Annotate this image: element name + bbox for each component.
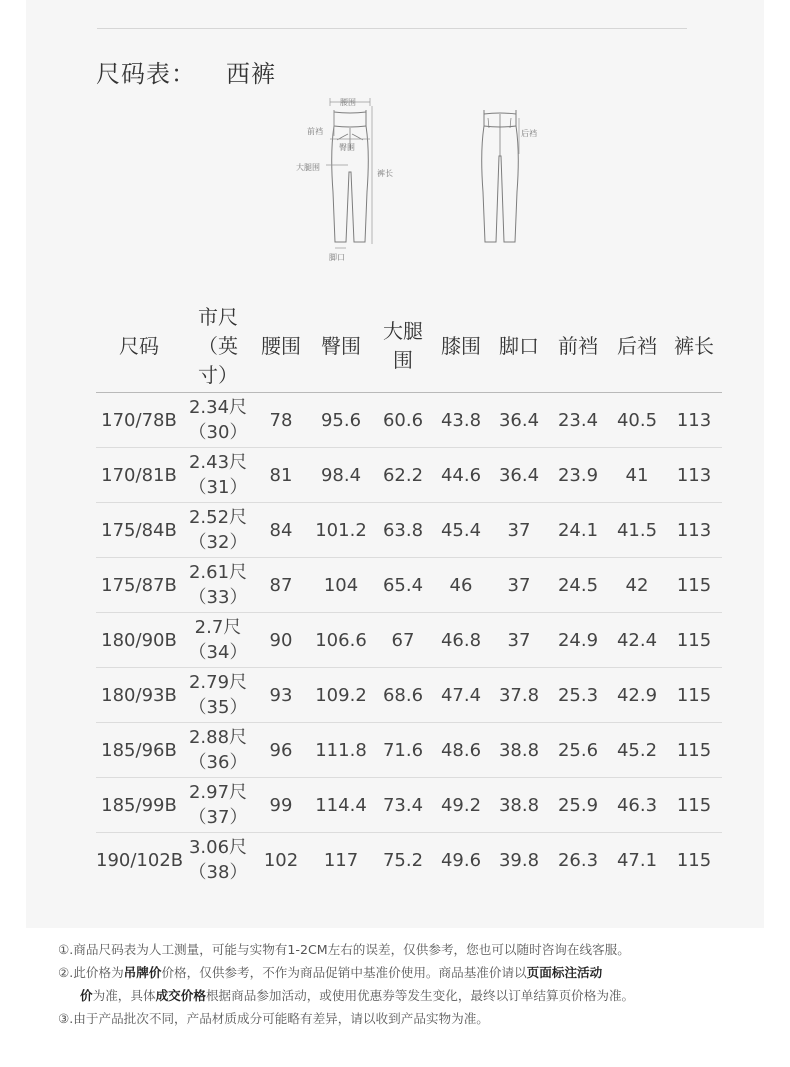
cell-chi: 2.7尺	[194, 617, 242, 638]
cell-size: 175/84B	[96, 503, 182, 558]
note-2-deal-price: 成交价格	[155, 988, 206, 1003]
cell-front-rise: 24.1	[548, 503, 608, 558]
cell-chi: 3.06尺	[188, 837, 248, 858]
cell-chi: 2.79尺	[188, 672, 248, 693]
cell-knee: 43.8	[432, 393, 490, 448]
diagram-label-front-rise: 前裆	[307, 127, 323, 136]
cell-inch: （32）	[188, 532, 248, 553]
header-hip: 臀围	[308, 300, 374, 393]
note-2-a: ②.此价格为	[58, 965, 124, 980]
cell-size: 175/87B	[96, 558, 182, 613]
cell-size: 180/93B	[96, 668, 182, 723]
cell-chi-inch	[182, 723, 254, 778]
cell-inch: （34）	[188, 642, 248, 663]
cell-length: 115	[676, 849, 712, 871]
table-row	[96, 393, 722, 448]
header-length: 裤长	[666, 300, 722, 393]
cell-hip: 98.4	[308, 448, 374, 503]
cell-chi: 2.43尺	[188, 452, 248, 473]
note-2	[58, 961, 758, 984]
header-size: 尺码	[96, 300, 182, 393]
front-view-trousers	[332, 110, 369, 242]
cell-hip: 111.8	[308, 723, 374, 778]
cell-inch: （35）	[188, 697, 248, 718]
cell-chi: 2.34尺	[188, 397, 248, 418]
header-knee: 膝围	[432, 300, 490, 393]
cell-chi-inch	[182, 503, 254, 558]
divider	[97, 28, 687, 29]
cell-size: 180/90B	[96, 613, 182, 668]
cell-thigh: 63.8	[374, 503, 432, 558]
note-2-f: 为准，具体	[92, 988, 156, 1003]
cell-length: 115	[666, 723, 722, 778]
cell-length: 115	[666, 558, 722, 613]
note-2-cont	[58, 984, 758, 1007]
cell-thigh: 68.6	[374, 668, 432, 723]
cell-hem: 37.8	[490, 668, 548, 723]
cell-hem: 37	[490, 558, 548, 613]
cell-waist: 87	[254, 558, 308, 613]
cell-length: 115	[666, 613, 722, 668]
cell-front-rise: 25.3	[548, 668, 608, 723]
cell-hip: 95.6	[308, 393, 374, 448]
header-hem: 脚口	[490, 300, 548, 393]
cell-length: 113	[666, 448, 722, 503]
diagram-label-hip: 臀围	[339, 143, 355, 152]
diagram-label-hem: 脚口	[329, 253, 345, 262]
note-2-price: 价	[80, 988, 93, 1003]
cell-front-rise: 25.6	[548, 723, 608, 778]
cell-waist: 81	[254, 448, 308, 503]
table-row	[96, 613, 722, 668]
cell-inch: （31）	[188, 477, 248, 498]
cell-size: 170/81B	[96, 448, 182, 503]
cell-front-rise: 25.9	[548, 778, 608, 833]
cell-chi-inch	[182, 613, 254, 668]
cell-waist: 102	[263, 849, 299, 871]
table-row	[96, 503, 722, 558]
table-row	[96, 833, 722, 888]
cell-thigh: 65.4	[374, 558, 432, 613]
cell-hem: 37	[490, 503, 548, 558]
header-front-rise: 前裆	[548, 300, 608, 393]
cell-thigh: 60.6	[374, 393, 432, 448]
size-table	[96, 300, 722, 887]
cell-size: 185/96B	[96, 723, 182, 778]
trousers-measurement-diagram	[290, 92, 550, 264]
cell-thigh: 62.2	[374, 448, 432, 503]
cell-chi-inch	[182, 778, 254, 833]
title-label: 尺码表：	[96, 60, 196, 88]
header-thigh-label: 大腿围	[383, 319, 423, 372]
cell-hip: 114.4	[308, 778, 374, 833]
cell-size: 185/99B	[96, 778, 182, 833]
cell-chi-inch	[182, 668, 254, 723]
cell-waist: 96	[254, 723, 308, 778]
cell-waist: 78	[254, 393, 308, 448]
cell-hip: 104	[308, 558, 374, 613]
table-row	[96, 778, 722, 833]
cell-chi: 2.52尺	[188, 507, 248, 528]
cell-back-rise: 41	[608, 448, 666, 503]
diagram-label-thigh: 大腿围	[296, 163, 320, 172]
cell-hem: 36.4	[490, 448, 548, 503]
cell-size: 170/78B	[96, 393, 182, 448]
cell-knee: 47.4	[432, 668, 490, 723]
cell-hem: 36.4	[490, 393, 548, 448]
cell-chi: 2.97尺	[188, 782, 248, 803]
cell-length: 115	[666, 668, 722, 723]
cell-hem: 38.8	[490, 723, 548, 778]
cell-hem: 38.8	[490, 778, 548, 833]
table-row	[96, 723, 722, 778]
cell-hip: 117	[323, 849, 359, 871]
diagram-label-length: 裤长	[377, 169, 393, 178]
diagram-label-back-rise: 后裆	[521, 129, 537, 138]
cell-size: 190/102B	[96, 849, 184, 871]
cell-waist: 99	[254, 778, 308, 833]
cell-front-rise: 24.9	[548, 613, 608, 668]
cell-front-rise: 24.5	[548, 558, 608, 613]
cell-chi: 2.88尺	[188, 727, 248, 748]
notes	[58, 938, 758, 1030]
cell-inch: （37）	[188, 807, 248, 828]
header-waist: 腰围	[254, 300, 308, 393]
cell-knee: 44.6	[432, 448, 490, 503]
note-1: ①.商品尺码表为人工测量，可能与实物有1-2CM左右的误差，仅供参考，您也可以随时咨询在线客服。	[58, 942, 630, 957]
note-2-h: 根据商品参加活动，或使用优惠券等发生变化，最终以订单结算页价格为准。	[205, 988, 635, 1003]
cell-back-rise: 41.5	[608, 503, 666, 558]
cell-hip: 109.2	[308, 668, 374, 723]
table-header-row	[96, 300, 722, 393]
cell-inch: （33）	[188, 587, 248, 608]
cell-knee: 49.6	[440, 849, 482, 871]
cell-inch: （38）	[188, 862, 248, 883]
cell-waist: 93	[254, 668, 308, 723]
note-2-tag-price: 吊牌价	[123, 965, 162, 980]
cell-thigh: 71.6	[374, 723, 432, 778]
note-2-c: 价格，仅供参考，不作为商品促销中基准价使用。商品基准价请以	[161, 965, 527, 980]
diagram-label-waist: 腰围	[340, 98, 356, 107]
cell-waist: 90	[254, 613, 308, 668]
cell-front-rise: 26.3	[557, 849, 599, 871]
note-2-page-activity: 页面标注活动	[526, 965, 603, 980]
cell-inch: （30）	[188, 422, 248, 443]
cell-back-rise: 42.4	[608, 613, 666, 668]
header-back-rise: 后裆	[608, 300, 666, 393]
cell-chi-inch	[182, 448, 254, 503]
table-row	[96, 448, 722, 503]
cell-chi-inch	[182, 393, 254, 448]
title-value: 西裤	[226, 60, 276, 88]
header-thigh	[374, 300, 432, 393]
cell-thigh: 67	[374, 613, 432, 668]
cell-back-rise: 46.3	[608, 778, 666, 833]
table-row	[96, 668, 722, 723]
cell-length: 113	[666, 503, 722, 558]
table-row	[96, 558, 722, 613]
cell-chi-inch	[182, 558, 254, 613]
cell-chi-inch	[182, 833, 254, 888]
cell-length: 115	[666, 778, 722, 833]
cell-thigh: 75.2	[382, 849, 424, 871]
note-3: ③.由于产品批次不同，产品材质成分可能略有差异，请以收到产品实物为准。	[58, 1011, 489, 1026]
cell-chi: 2.61尺	[188, 562, 248, 583]
cell-waist: 84	[254, 503, 308, 558]
cell-hip: 106.6	[308, 613, 374, 668]
cell-knee: 48.6	[432, 723, 490, 778]
cell-back-rise: 45.2	[608, 723, 666, 778]
cell-knee: 49.2	[432, 778, 490, 833]
cell-thigh: 73.4	[374, 778, 432, 833]
cell-hip: 101.2	[308, 503, 374, 558]
cell-knee: 45.4	[432, 503, 490, 558]
cell-inch: （36）	[188, 752, 248, 773]
cell-hem: 39.8	[498, 849, 540, 871]
header-chi-inch-label: 市尺（英寸）	[198, 304, 238, 387]
cell-front-rise: 23.9	[548, 448, 608, 503]
cell-knee: 46.8	[432, 613, 490, 668]
cell-front-rise: 23.4	[548, 393, 608, 448]
cell-knee: 46	[432, 558, 490, 613]
cell-back-rise: 42.9	[608, 668, 666, 723]
cell-back-rise: 47.1	[616, 849, 658, 871]
cell-hem: 37	[490, 613, 548, 668]
cell-length: 113	[666, 393, 722, 448]
header-chi-inch	[182, 300, 254, 393]
page-title	[96, 54, 276, 89]
cell-back-rise: 40.5	[608, 393, 666, 448]
cell-back-rise: 42	[608, 558, 666, 613]
back-view-trousers	[482, 110, 519, 242]
